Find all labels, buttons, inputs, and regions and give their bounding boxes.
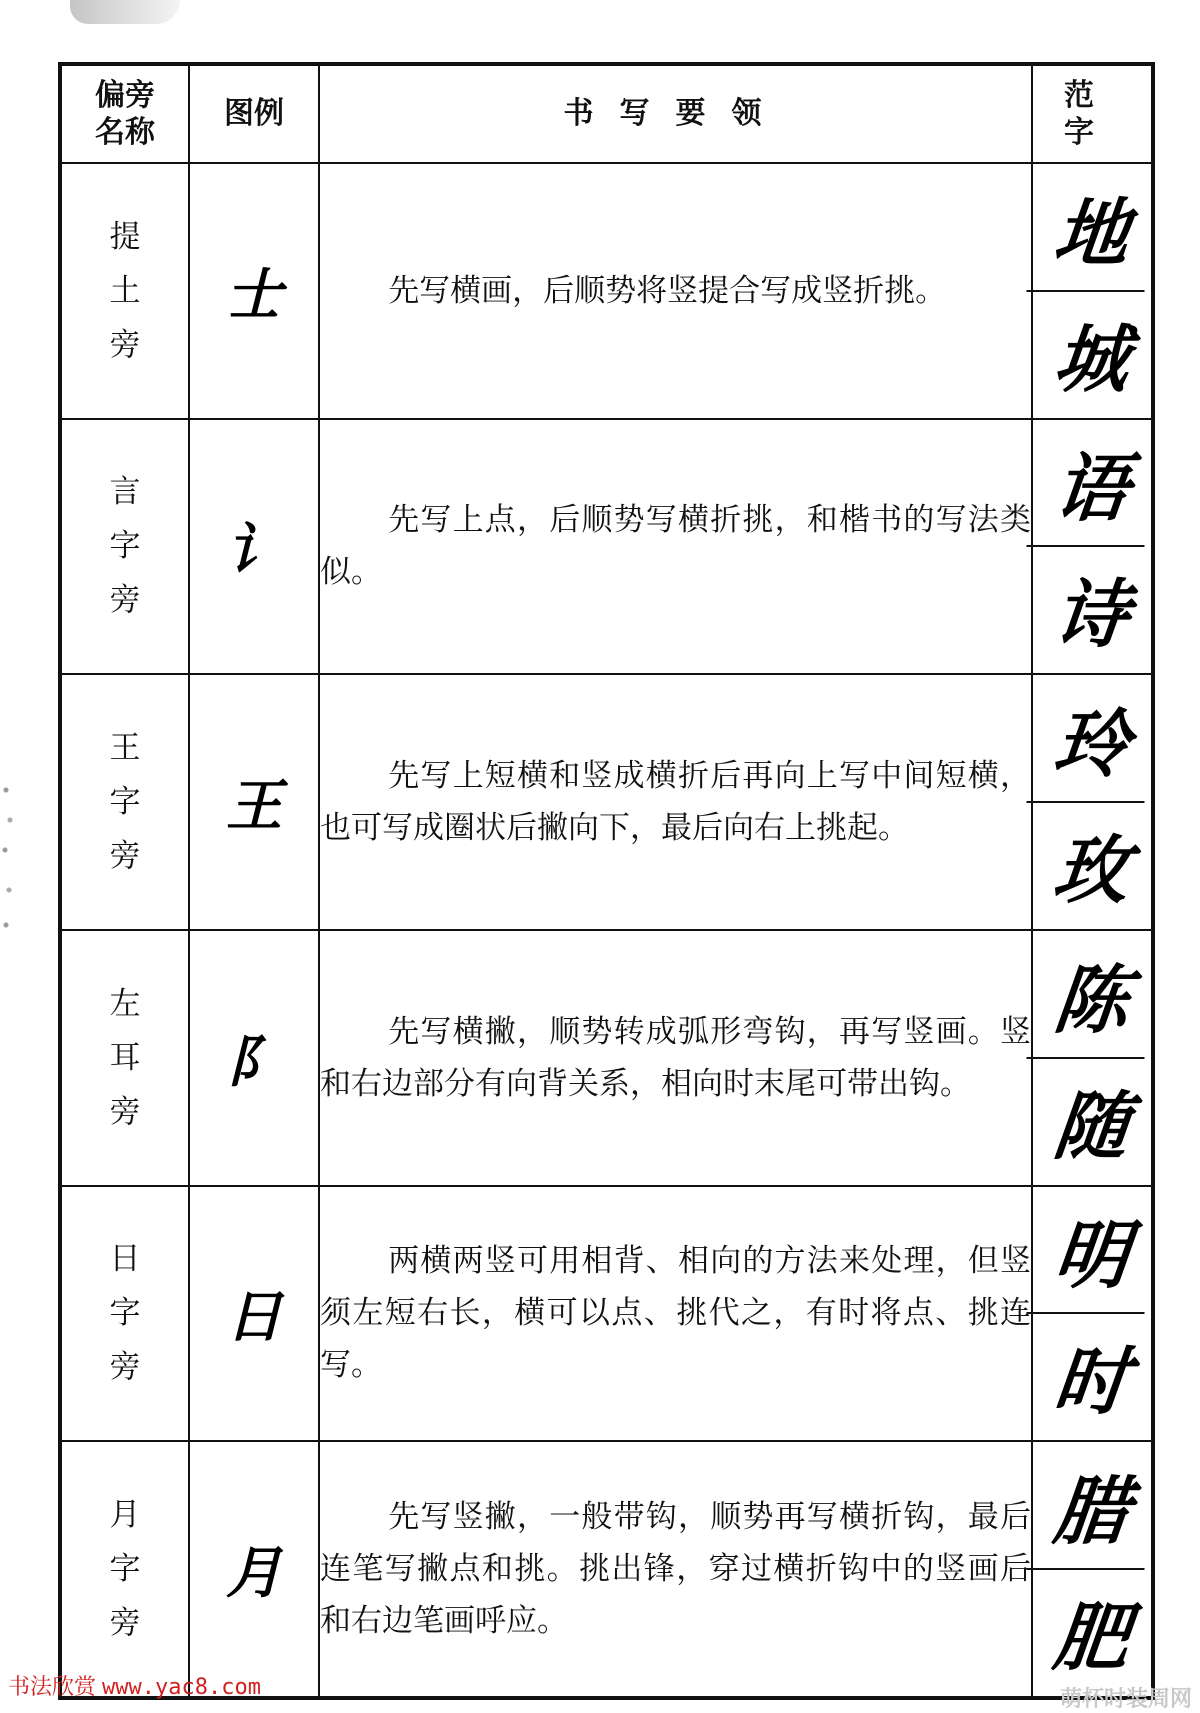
watermark-right: 萌杯时装周网 bbox=[1059, 1687, 1192, 1712]
model-char: 腊 bbox=[1026, 1444, 1157, 1570]
writing-points-cell bbox=[319, 1186, 1032, 1442]
writing-points-text: 先写竖撇，一般带钩，顺势再写横折钩，最后连笔写撇点和挑。挑出锋，穿过横折钩中的竖画后和右边笔画呼应。 bbox=[320, 1499, 1031, 1640]
watermark-left bbox=[8, 1670, 261, 1701]
model-char: 时 bbox=[1049, 1339, 1133, 1426]
radical-name-char: 言 bbox=[109, 474, 141, 511]
radical-name-char: 旁 bbox=[109, 1605, 141, 1642]
radical-example-glyph: 阝 bbox=[189, 930, 319, 1186]
radical-writing-table bbox=[58, 62, 1155, 1700]
model-chars-cell bbox=[1032, 674, 1153, 930]
table-row bbox=[60, 930, 1153, 1186]
scan-edge-marks bbox=[0, 780, 18, 940]
header-writing-points: 书写要领 bbox=[319, 64, 1032, 163]
radical-name-cell bbox=[60, 1441, 189, 1698]
table-row bbox=[60, 419, 1153, 675]
writing-points-text: 先写上点，后顺势写横折挑，和楷书的写法类似。 bbox=[320, 502, 1031, 591]
radical-name-char: 字 bbox=[109, 1551, 141, 1588]
radical-name-char: 旁 bbox=[109, 326, 141, 363]
watermark-url: www.yac8.com bbox=[102, 1675, 261, 1700]
radical-name-cell bbox=[60, 674, 189, 930]
radical-name-char: 旁 bbox=[109, 1349, 141, 1386]
model-char: 明 bbox=[1026, 1188, 1157, 1314]
header-example: 图例 bbox=[189, 64, 319, 163]
radical-name-char: 王 bbox=[109, 730, 141, 767]
table-row bbox=[60, 163, 1153, 419]
writing-points-text: 先写横画，后顺势将竖提合写成竖折挑。 bbox=[388, 272, 947, 309]
radical-name-char: 字 bbox=[109, 528, 141, 565]
radical-example-glyph: 日 bbox=[189, 1186, 319, 1442]
writing-points-cell bbox=[319, 674, 1032, 930]
model-chars-cell bbox=[1032, 1441, 1153, 1698]
table-body bbox=[60, 163, 1153, 1698]
table-row bbox=[60, 1186, 1153, 1442]
radical-name-cell bbox=[60, 1186, 189, 1442]
radical-example-glyph: 王 bbox=[189, 674, 319, 930]
model-chars-cell bbox=[1032, 419, 1153, 675]
table-header-row bbox=[60, 64, 1153, 163]
model-chars-cell bbox=[1032, 163, 1153, 419]
radical-name-cell bbox=[60, 930, 189, 1186]
table-row bbox=[60, 674, 1153, 930]
radical-name-char: 旁 bbox=[109, 582, 141, 619]
writing-points-text: 两横两竖可用相背、相向的方法来处理，但竖须左短右长，横可以点、挑代之，有时将点、挑连写。 bbox=[320, 1243, 1031, 1384]
radical-example-glyph: 月 bbox=[189, 1441, 319, 1698]
writing-points-cell bbox=[319, 1441, 1032, 1698]
model-char: 陈 bbox=[1026, 933, 1157, 1059]
scan-smudge bbox=[70, 0, 180, 24]
radical-example-glyph: 士 bbox=[189, 163, 319, 419]
radical-name-char: 字 bbox=[109, 1295, 141, 1332]
header-radical-name: 偏旁 名称 bbox=[60, 64, 189, 163]
model-char: 随 bbox=[1049, 1083, 1133, 1170]
radical-name-char: 左 bbox=[109, 985, 141, 1022]
model-char: 地 bbox=[1026, 166, 1157, 292]
writing-points-text: 先写横撇，顺势转成弧形弯钩，再写竖画。竖和右边部分有向背关系，相向时末尾可带出钩。 bbox=[320, 1013, 1031, 1102]
watermark-left-text: 书法欣赏 bbox=[8, 1675, 97, 1700]
model-char: 玫 bbox=[1049, 828, 1133, 915]
radical-name-char: 月 bbox=[109, 1497, 141, 1534]
radical-name-cell bbox=[60, 419, 189, 675]
writing-points-text: 先写上短横和竖成横折后再向上写中间短横，也可写成圈状后撇向下，最后向右上挑起。 bbox=[320, 758, 1031, 847]
radical-name-char: 提 bbox=[109, 218, 141, 255]
radical-example-glyph: 讠 bbox=[189, 419, 319, 675]
writing-points-cell bbox=[319, 419, 1032, 675]
model-char: 城 bbox=[1049, 316, 1133, 403]
model-char: 肥 bbox=[1049, 1595, 1133, 1682]
model-char: 语 bbox=[1026, 421, 1157, 547]
radical-name-char: 字 bbox=[109, 784, 141, 821]
radical-name-char: 土 bbox=[109, 272, 141, 309]
model-chars-cell bbox=[1032, 1186, 1153, 1442]
writing-points-cell bbox=[319, 930, 1032, 1186]
model-char: 玲 bbox=[1026, 677, 1157, 803]
writing-points-cell bbox=[319, 163, 1032, 419]
radical-name-char: 旁 bbox=[109, 838, 141, 875]
radical-name-char: 旁 bbox=[109, 1093, 141, 1130]
header-model-chars: 范 字 bbox=[1032, 64, 1153, 163]
model-chars-cell bbox=[1032, 930, 1153, 1186]
model-char: 诗 bbox=[1049, 572, 1133, 659]
radical-name-char: 日 bbox=[109, 1241, 141, 1278]
table-row bbox=[60, 1441, 1153, 1698]
radical-name-char: 耳 bbox=[109, 1039, 141, 1076]
radical-name-cell bbox=[60, 163, 189, 419]
